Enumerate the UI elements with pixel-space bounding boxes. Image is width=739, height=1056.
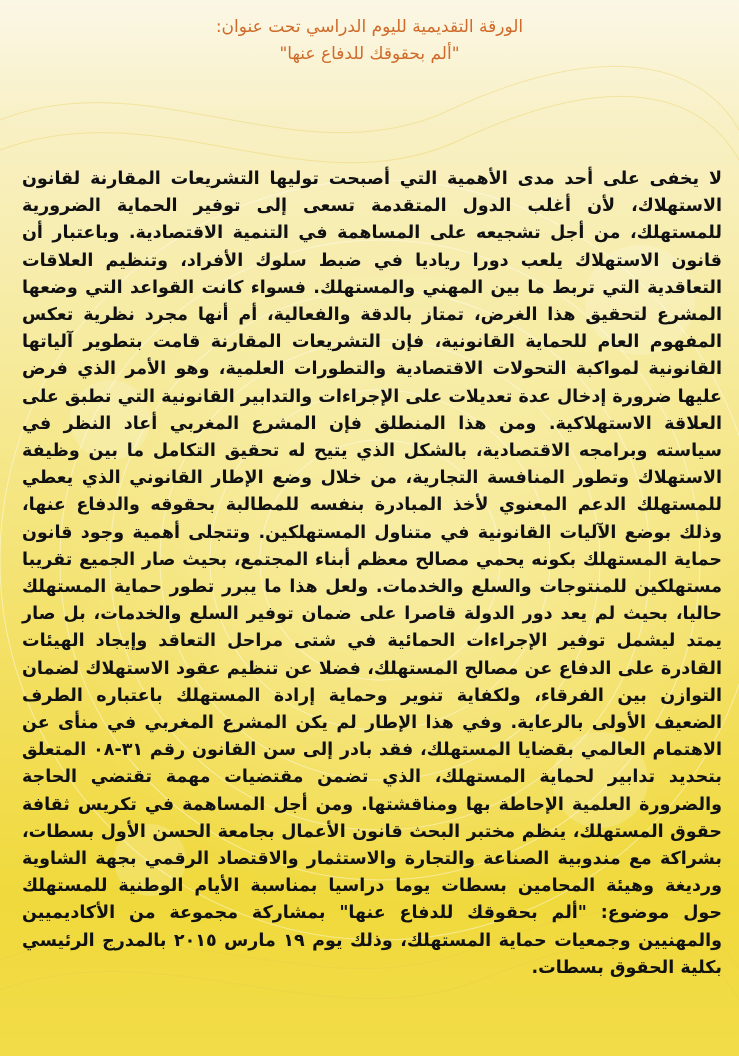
header-title-line: الورقة التقديمية لليوم الدراسي تحت عنوان: (215, 17, 524, 37)
body-paragraph: لا يخفى على أحد مدى الأهمية التي أصبحت توليها التشريعات المقارنة لقانون الاستهلاك، لأن أغلب الدول المتقدمة تسعى إلى توفير الحماية الضرورية للمستهلك، من أجل تشجيعه على المساهمة في التنمية الاقتصادية. وباعتبار أن قانون الاستهلاك يلعب دورا رياديا في ضبط سلوك الأفراد، وتنظيم العلاقات التعاقدية التي تربط ما بين المهني والمستهلك. فسواء كانت القواعد التي وضعها المشرع لتحقيق هذا الغرض، تمتاز بالدقة والفعالية، أم أنها مجرد نظرية تعكس المفهوم العام للحماية القانونية، فإن التشريعات المقارنة قامت بتطوير آلياتها القانونية لمواكبة التحولات الاقتصادية والتطورات العلمية، وهو الأمر الذي فرض عليها ضرورة إدخال عدة تعديلات على الإجراءات والتدابير القانونية التي تطبق على العلاقة الاستهلاكية. ومن هذا المنطلق فإن المشرع المغربي أعاد النظر في سياسته وبرامجه الاقتصادية، بالشكل الذي يتيح له تحقيق التكامل ما بين وظيفة الاستهلاك وتطور المنافسة التجارية، من خلال وضع الإطار القانوني الذي يعطي للمستهلك الدعم المعنوي لأخذ المبادرة بنفسه للمطالبة بحقوقه والدفاع عنها، وذلك بوضع الآليات القانونية في متناول المستهلكين. وتتجلى أهمية وجود قانون حماية المستهلك بكونه يحمي مصالح معظم أبناء المجتمع، بحيث صار الجميع تقريبا مستهلكين للمنتوجات والسلع والخدمات. ولعل هذا ما يبرر تطور حماية المستهلك حاليا، بحيث لم يعد دور الدولة قاصرا على ضمان توفير السلع والخدمات، بل صار يمتد ليشمل توفير الإجراءات الحمائية في شتى مراحل التعاقد وإيجاد الهيئات القادرة على الدفاع عن مصالح المستهلك، فضلا عن تنظيم عقود الاستهلاك لضمان التوازن بين الفرقاء، ولكفاية تنوير وحماية إرادة المستهلك باعتباره الطرف الضعيف الأولى بالرعاية. وفي هذا الإطار لم يكن المشرع المغربي في منأى عن الاهتمام العالمي بقضايا المستهلك، فقد بادر إلى سن القانون رقم ٣١-٠٨ المتعلق بتحديد تدابير لحماية المستهلك، الذي تضمن مقتضيات مهمة تقتضي الحاجة والضرورة العلمية الإحاطة بها ومناقشتها. ومن أجل المساهمة في تكريس ثقافة حقوق المستهلك، ينظم مختبر البحث قانون الأعمال بجامعة الحسن الأول بسطات، بشراكة مع مندوبية الصناعة والتجارة والاستثمار والاقتصاد الرقمي بجهة الشاوية ورديغة وهيئة المحامين بسطات يوما دراسيا بمناسبة الأيام الوطنية للمستهلك حول موضوع: "ألم بحقوقك للدفاع عنها" بمشاركة مجموعة من الأكاديميين والمهنيين وجمعيات حماية المستهلك، وذلك يوم ١٩ مارس ٢٠١٥ بالمدرج الرئيسي بكلية الحقوق بسطات. (22, 169, 723, 978)
page-header (0, 14, 739, 68)
header-topic-line: "ألم بحقوقك للدفاع عنها" (279, 44, 460, 64)
